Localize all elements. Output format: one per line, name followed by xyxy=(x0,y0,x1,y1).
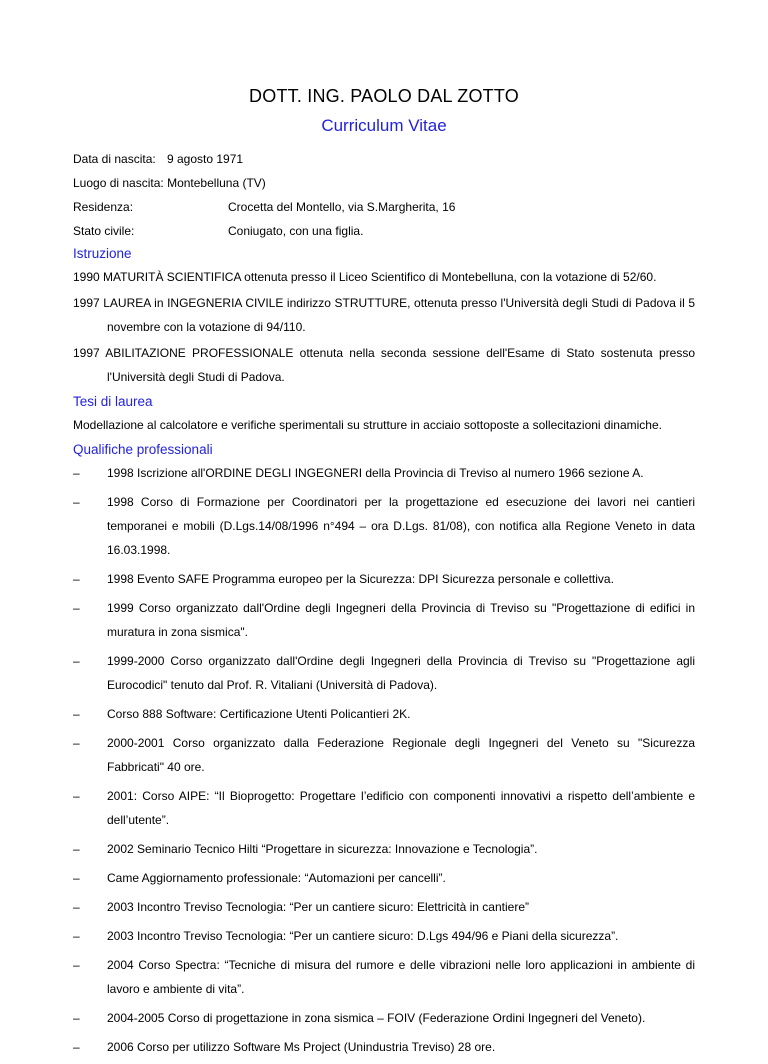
marital-status-label: Stato civile: xyxy=(73,224,135,238)
marital-status-row xyxy=(73,219,695,243)
section-heading-qualifiche: Qualifiche professionali xyxy=(73,442,213,457)
birth-place-value: Montebelluna (TV) xyxy=(167,176,266,190)
list-item: – 2004 Corso Spectra: “Tecniche di misura del rumore e delle vibrazioni nelle loro applicazioni in ambiente di lavoro e ambiente di vita”. xyxy=(73,953,695,1001)
list-item: – 2002 Seminario Tecnico Hilti “Progettare in sicurezza: Innovazione e Tecnologia”. xyxy=(73,837,695,861)
list-item: – 2003 Incontro Treviso Tecnologia: “Per un cantiere sicuro: D.Lgs 494/96 e Piani della sicurezza”. xyxy=(73,924,695,948)
dash-bullet-icon: – xyxy=(73,900,80,914)
author-name: DOTT. ING. PAOLO DAL ZOTTO xyxy=(249,86,519,106)
list-item: – Came Aggiornamento professionale: “Automazioni per cancelli”. xyxy=(73,866,695,890)
dash-bullet-icon: – xyxy=(73,572,80,586)
list-item: – Corso 888 Software: Certificazione Utenti Policantieri 2K. xyxy=(73,702,695,726)
dash-bullet-icon: – xyxy=(73,842,80,856)
list-item: – 2000-2001 Corso organizzato dalla Federazione Regionale degli Ingegneri del Veneto su "Sicurezza Fabbricati" 40 ore. xyxy=(73,731,695,779)
birth-place-label: Luogo di nascita: xyxy=(73,176,164,190)
document-body xyxy=(73,147,695,1064)
dash-bullet-icon: – xyxy=(73,871,80,885)
qualifications-list xyxy=(73,461,695,1059)
list-item: – 2003 Incontro Treviso Tecnologia: “Per un cantiere sicuro: Elettricità in cantiere” xyxy=(73,895,695,919)
dash-bullet-icon: – xyxy=(73,789,80,803)
dash-bullet-icon: – xyxy=(73,707,80,721)
birth-place-row xyxy=(73,171,695,195)
birth-date-value: 9 agosto 1971 xyxy=(167,152,244,166)
list-item: – 1999-2000 Corso organizzato dall'Ordine degli Ingegneri della Provincia di Treviso su "Progettazione agli Eurocodici" tenuto dal Prof. R. Vitaliani (Università di Padova). xyxy=(73,649,695,697)
marital-status-value: Coniugato, con una figlia. xyxy=(228,224,364,238)
education-item: 1990 MATURITÀ SCIENTIFICA ottenuta presso il Liceo Scientifico di Montebelluna, con la votazione di 52/60. xyxy=(73,270,657,284)
dash-bullet-icon: – xyxy=(73,958,80,972)
dash-bullet-icon: – xyxy=(73,1011,80,1025)
birth-date-label: Data di nascita: xyxy=(73,152,156,166)
residence-label: Residenza: xyxy=(73,200,134,214)
dash-bullet-icon: – xyxy=(73,1040,80,1054)
document-title: Curriculum Vitae xyxy=(321,116,447,135)
thesis-text: Modellazione al calcolatore e verifiche sperimentali su strutture in acciaio sottoposte a sollecitazioni dinamiche. xyxy=(73,418,662,432)
dash-bullet-icon: – xyxy=(73,495,80,509)
list-item: – 1998 Corso di Formazione per Coordinatori per la progettazione ed esecuzione dei lavori nei cantieri temporanei e mobili (D.Lgs.14/08/1996 n°494 – ora D.Lgs. 81/08), con notifica alla Regione Veneto in data 16.03.1998. xyxy=(73,490,695,562)
dash-bullet-icon: – xyxy=(73,601,80,615)
list-item: – 1998 Evento SAFE Programma europeo per la Sicurezza: DPI Sicurezza personale e collettiva. xyxy=(73,567,695,591)
residence-value: Crocetta del Montello, via S.Margherita, 16 xyxy=(228,200,456,214)
section-heading-tesi: Tesi di laurea xyxy=(73,394,153,409)
section-heading-istruzione: Istruzione xyxy=(73,246,132,261)
list-item: – 2006 Corso per utilizzo Software Ms Project (Unindustria Treviso) 28 ore. xyxy=(73,1035,695,1059)
birth-date-row xyxy=(73,147,695,171)
dash-bullet-icon: – xyxy=(73,929,80,943)
education-item: 1997 LAUREA in INGEGNERIA CIVILE indirizzo STRUTTURE, ottenuta presso l'Università degli Studi di Padova il 5 novembre con la votazione di 94/110. xyxy=(73,296,695,334)
residence-row xyxy=(73,195,695,219)
dash-bullet-icon: – xyxy=(73,654,80,668)
list-item: – 2004-2005 Corso di progettazione in zona sismica – FOIV (Federazione Ordini Ingegneri del Veneto). xyxy=(73,1006,695,1030)
education-item: 1997 ABILITAZIONE PROFESSIONALE ottenuta nella seconda sessione dell'Esame di Stato sostenuta presso l'Università degli Studi di Padova. xyxy=(73,346,695,384)
dash-bullet-icon: – xyxy=(73,466,80,480)
list-item: – 1999 Corso organizzato dall'Ordine degli Ingegneri della Provincia di Treviso su "Progettazione di edifici in muratura in zona sismica". xyxy=(73,596,695,644)
list-item: – 1998 Iscrizione all'ORDINE DEGLI INGEGNERI della Provincia di Treviso al numero 1966 sezione A. xyxy=(73,461,695,485)
dash-bullet-icon: – xyxy=(73,736,80,750)
list-item: – 2001: Corso AIPE: “Il Bioprogetto: Progettare l’edificio con componenti innovativi a rispetto dell’ambiente e dell’utente”. xyxy=(73,784,695,832)
